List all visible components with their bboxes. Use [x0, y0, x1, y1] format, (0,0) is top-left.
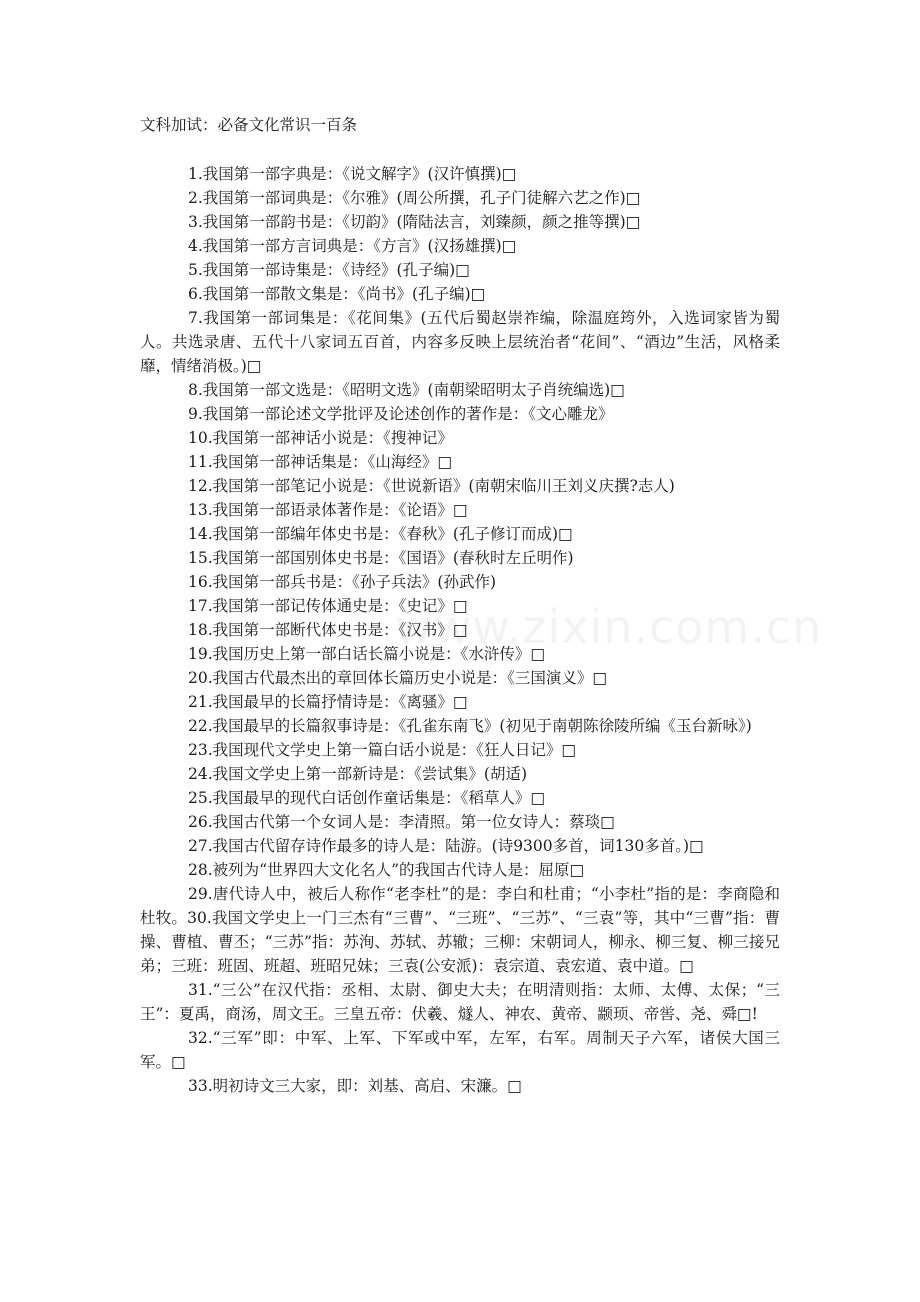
list-item: 12.我国第一部笔记小说是：《世说新语》(南朝宋临川王刘义庆撰?志人)	[188, 477, 675, 495]
list-item: 4.我国第一部方言词典是：《方言》(汉扬雄撰)□	[188, 237, 517, 255]
list-item: 16.我国第一部兵书是：《孙子兵法》(孙武作)	[188, 573, 496, 591]
list-item: 11.我国第一部神话集是：《山海经》□	[188, 453, 453, 471]
document-title: 文科加试：必备文化常识一百条	[140, 116, 358, 134]
list-item: 33.明初诗文三大家，即：刘基、高启、宋濂。□	[188, 1077, 522, 1095]
list-item: 28.被列为“世界四大文化名人”的我国古代诗人是：屈原□	[188, 861, 585, 879]
list-item: 19.我国历史上第一部白话长篇小说是：《水浒传》□	[188, 645, 546, 663]
list-item: 3.我国第一部韵书是：《切韵》(隋陆法言，刘臻颜，颜之推等撰)□	[188, 213, 641, 231]
list-item: 20.我国古代最杰出的章回体长篇历史小说是：《三国演义》□	[188, 669, 608, 687]
list-item: 27.我国古代留存诗作最多的诗人是：陆游。(诗9300多首，词130多首。)□	[188, 837, 704, 855]
list-item: 32.“三军”即：中军、上军、下军或中军，左军，右军。周制天子六军，诸侯大国三军。□	[140, 1029, 780, 1071]
list-item: 22.我国最早的长篇叙事诗是：《孔雀东南飞》(初见于南朝陈徐陵所编《玉台新咏》)	[188, 717, 752, 735]
list-item: 18.我国第一部断代体史书是：《汉书》□	[188, 621, 468, 639]
list-item: 7.我国第一部词集是：《花间集》(五代后蜀赵崇祚编，除温庭筠外，入选词家皆为蜀人。共选录唐、五代十八家词五百首，内容多反映上层统治者“花间”、“酒边”生活，风格柔靡，情绪消极。)□	[140, 309, 780, 375]
list-item: 31.“三公”在汉代指：丞相、太尉、御史大夫；在明清则指：太师、太傅、太保；“三王”：夏禹，商汤，周文王。三皇五帝：伏羲、燧人、神农、黄帝、颛顼、帝喾、尧、舜□!	[140, 981, 780, 1023]
list-item: 14.我国第一部编年体史书是：《春秋》(孔子修订而成)□	[188, 525, 573, 543]
list-item: 1.我国第一部字典是：《说文解字》(汉许慎撰)□	[188, 165, 517, 183]
list-item: 5.我国第一部诗集是：《诗经》(孔子编)□	[188, 261, 470, 279]
list-item: 13.我国第一部语录体著作是：《论语》□	[188, 501, 468, 519]
list-item: 10.我国第一部神话小说是：《搜神记》	[188, 429, 453, 447]
list-item: 25.我国最早的现代白话创作童话集是：《稻草人》□	[188, 789, 546, 807]
list-item: 23.我国现代文学史上第一篇白话小说是：《狂人日记》□	[188, 741, 577, 759]
list-item: 17.我国第一部记传体通史是：《史记》□	[188, 597, 468, 615]
list-item: 26.我国古代第一个女词人是：李清照。第一位女诗人：蔡琰□	[188, 813, 615, 831]
list-item: 6.我国第一部散文集是：《尚书》(孔子编)□	[188, 285, 486, 303]
list-item: 2.我国第一部词典是：《尔雅》(周公所撰，孔子门徒解六艺之作)□	[188, 189, 641, 207]
knowledge-list	[140, 162, 780, 1098]
list-item: 29.唐代诗人中，被后人称作“老李杜”的是：李白和杜甫；“小李杜”指的是：李商隐和杜牧。30.我国文学史上一门三杰有“三曹”、“三班”、“三苏”、“三袁”等，其中“三曹”指：曹操、曹植、曹丕；“三苏”指：苏洵、苏轼、苏辙；三柳：宋朝词人，柳永、柳三复、柳三接兄弟；三班：班固、班超、班昭兄妹；三袁(公安派)：袁宗道、袁宏道、袁中道。□	[140, 885, 780, 975]
list-item: 9.我国第一部论述文学批评及论述创作的著作是：《文心雕龙》	[188, 405, 614, 423]
list-item: 8.我国第一部文选是：《昭明文选》(南朝梁昭明太子肖统编选)□	[188, 381, 625, 399]
list-item: 24.我国文学史上第一部新诗是：《尝试集》(胡适)	[188, 765, 527, 783]
list-item: 21.我国最早的长篇抒情诗是：《离骚》□	[188, 693, 468, 711]
list-item: 15.我国第一部国别体史书是：《国语》(春秋时左丘明作)	[188, 549, 574, 567]
